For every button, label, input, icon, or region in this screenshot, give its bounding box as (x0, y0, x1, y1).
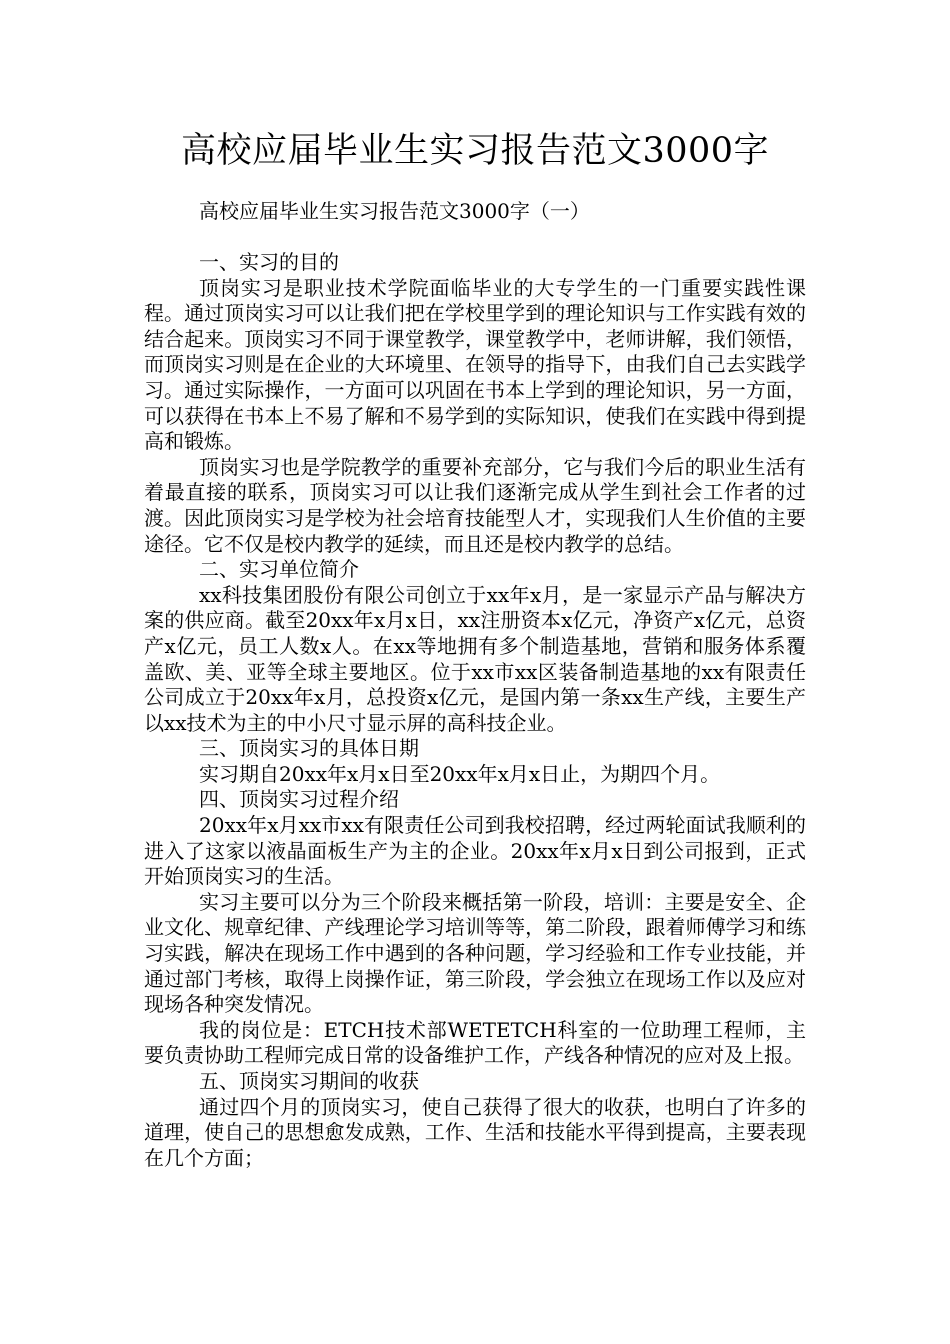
section-heading: 二、实习单位简介 (199, 557, 359, 582)
section-heading: 三、顶岗实习的具体日期 (199, 736, 419, 761)
document-title: 高校应届毕业生实习报告范文3000字 (180, 131, 770, 171)
section-heading: 一、实习的目的 (199, 250, 339, 274)
paragraph: 实习期自20xx年x月x日至20xx年x月x日止，为期四个月。 (199, 761, 721, 786)
paragraph: 20xx年x月xx市xx有限责任公司到我校招聘，经过两轮面试我顺利的进入了这家以液晶面板生产为主的企业。20xx年x月x日到公司报到，正式开始顶岗实习的生活。 (144, 813, 806, 889)
section-heading: 五、顶岗实习期间的收获 (199, 1069, 419, 1093)
paragraph: 顶岗实习是职业技术学院面临毕业的大专学生的一门重要实践性课程。通过顶岗实习可以让我们把在学校里学到的理论知识与工作实践有效的结合起来。顶岗实习不同于课堂教学，课堂教学中，老师讲解，我们领悟，而顶岗实习则是在企业的大环境里、在领导的指导下，由我们自己去实践学习。通过实际操作，一方面可以巩固在书本上学到的理论知识，另一方面，可以获得在书本上不易了解和不易学到的实际知识，使我们在实践中得到提高和锻炼。 (144, 275, 806, 454)
paragraph: 我的岗位是：ETCH技术部WETETCH科室的一位助理工程师，主要负责协助工程师完成日常的设备维护工作，产线各种情况的应对及上报。 (144, 1017, 806, 1068)
paragraph: 实习主要可以分为三个阶段来概括第一阶段，培训：主要是安全、企业文化、规章纪律、产线理论学习培训等等，第二阶段，跟着师傅学习和练习实践，解决在现场工作中遇到的各种问题，学习经验和工作专业技能，并通过部门考核，取得上岗操作证，第三阶段，学会独立在现场工作以及应对现场各种突发情况。 (144, 889, 806, 1017)
paragraph: 通过四个月的顶岗实习，使自己获得了很大的收获，也明白了许多的道理，使自己的思想愈发成熟，工作、生活和技能水平得到提高，主要表现在几个方面； (144, 1094, 806, 1170)
paragraph: xx科技集团股份有限公司创立于xx年x月，是一家显示产品与解决方案的供应商。截至20xx年x月x日，xx注册资本x亿元，净资产x亿元，总资产x亿元，员工人数x人。在xx等地拥有多个制造基地，营销和服务体系覆盖欧、美、亚等全球主要地区。位于xx市xx区装备制造基地的xx有限责任公司成立于20xx年x月，总投资x亿元，是国内第一条xx生产线，主要生产以xx技术为主的中小尺寸显示屏的高科技企业。 (144, 582, 806, 735)
paragraph: 顶岗实习也是学院教学的重要补充部分，它与我们今后的职业生活有着最直接的联系，顶岗实习可以让我们逐渐完成从学生到社会工作者的过渡。因此顶岗实习是学校为社会培育技能型人才，实现我们人生价值的主要途径。它不仅是校内教学的延续，而且还是校内教学的总结。 (144, 454, 806, 556)
section-heading: 四、顶岗实习过程介绍 (199, 787, 399, 812)
document-page (144, 126, 806, 1171)
document-subtitle: 高校应届毕业生实习报告范文3000字（一） (199, 199, 590, 223)
